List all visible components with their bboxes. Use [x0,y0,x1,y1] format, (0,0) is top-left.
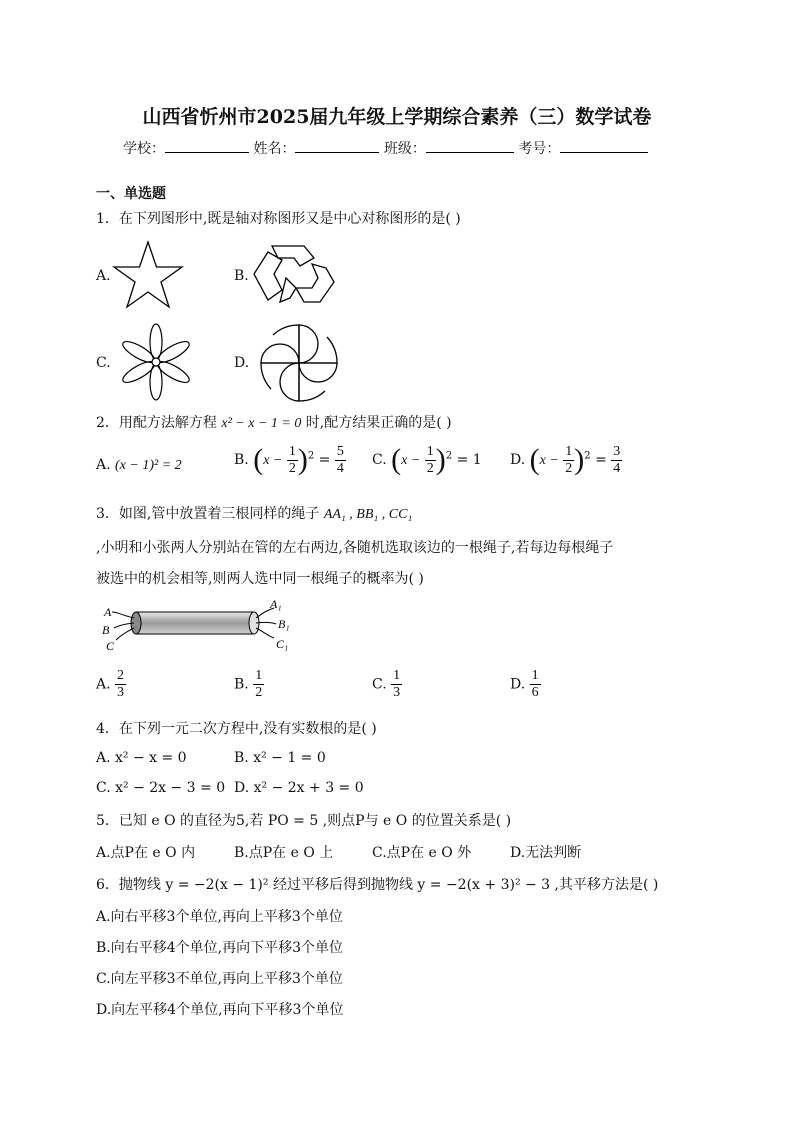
q6-option-c: C.向左平移3不单位,再向上平移3个单位 [96,971,343,987]
q3-option-b: B. $\frac{1}{2}$ [234,668,263,700]
name-label: 姓名： [253,141,296,157]
question-1-stem: 1．在下列图形中,既是轴对称图形又是中心对称图形的是( ) [96,211,461,227]
q3-option-c: C. $\frac{1}{3}$ [372,668,401,700]
section-heading: 一、单选题 [96,186,166,202]
q2-b-frac: $\frac{1}{2}$ [288,443,296,476]
q2-option-a-label: A. [96,457,111,473]
question-5-stem: 5．已知 e O 的直径为5,若 PO = 5 ,则点P与 e O 的位置关系是( ) [96,813,512,829]
q2-c-frac: $\frac{1}{2}$ [426,443,434,476]
q2-stem-prefix: 2．用配方法解方程 [96,415,217,431]
q2-option-c-label: C. [372,452,387,468]
q2-option-c: C. (x − $\frac{1}{2}$ )$^2$ = 1 [372,443,482,476]
q4-option-a: A. x² − x = 0 [96,750,187,766]
question-2-stem [96,412,452,432]
tube-diagram [98,598,298,656]
q6-option-b: B.向右平移4个单位,再向下平移3个单位 [96,940,344,956]
rope-label-b: B [102,623,110,637]
rope-label-a1: A₁ [270,597,282,611]
q3-line-2: ,小明和小张两人分别站在管的左右两边,各随机选取该边的一根绳子,若每边每根绳子 [96,540,614,556]
rope-label-c: C [106,639,115,653]
q2-option-d: D. (x − $\frac{1}{2}$ )$^2$ = $\frac{3}{4}$ [510,443,621,476]
q6-option-d: D.向左平移4个单位,再向下平移3个单位 [96,1002,344,1018]
q1-option-b-label: B. [234,268,249,284]
number-label: 考号： [518,141,561,157]
q2-option-b: B. (x − $\frac{1}{2}$ )$^2$ = $\frac{5}{4}$ [234,443,344,476]
q5-option-c: C.点P在 e O 外 [372,845,472,861]
class-blank [426,138,514,153]
page-title: 山西省忻州市2025届九年级上学期综合素养（三）数学试卷 [142,106,652,128]
recycle-hexagon-icon [250,238,338,308]
pinwheel-icon [254,322,344,404]
rope-label-a: A [104,605,112,619]
question-6-stem: 6．抛物线 y = −2(x − 1)² 经过平移后得到抛物线 y = −2(x + 3)² − 3 ,其平移方法是( ) [96,877,659,893]
q2-option-d-label: D. [510,452,526,468]
q3-option-d: D. $\frac{1}{6}$ [510,668,539,700]
school-label: 学校： [123,141,165,157]
q2-d-frac: $\frac{1}{2}$ [565,443,573,476]
student-info-line [123,138,648,158]
rope-label-b1: B₁ [278,617,290,631]
q2-stem-suffix: 时,配方结果正确的是( ) [305,415,452,431]
school-blank [165,138,249,153]
q5-option-b: B.点P在 e O 上 [234,845,334,861]
q2-d-rhs: $\frac{3}{4}$ [613,443,621,476]
q3-option-a: A. $\frac{2}{3}$ [96,668,125,700]
q2-c-rhs: = 1 [456,452,482,468]
class-label: 班级： [383,141,426,157]
rope-label-c1: C₁ [276,637,289,651]
q4-option-b: B. x² − 1 = 0 [234,750,326,766]
q3-b-frac: $\frac{1}{2}$ [255,668,263,700]
q2-option-b-label: B. [234,452,249,468]
question-4-stem: 4．在下列一元二次方程中,没有实数根的是( ) [96,721,377,737]
q2-option-a-expr: (x − 1)² = 2 [115,458,182,473]
q2-option-a [96,457,182,474]
q5-option-a: A.点P在 e O 内 [96,845,196,861]
q3-d-frac: $\frac{1}{6}$ [531,668,539,700]
q3-line-3: 被选中的机会相等,则两人选中同一根绳子的概率为( ) [96,571,424,587]
star-icon [112,240,184,310]
flower-icon [120,322,192,402]
name-blank [295,138,379,153]
q6-option-a: A.向右平移3个单位,再向上平移3个单位 [96,909,343,925]
q1-option-a-label: A. [96,268,111,284]
q4-option-c: C. x² − 2x − 3 = 0 [96,780,226,796]
question-3-stem [96,503,412,523]
q3-ropes: AA₁ , BB₁ , CC₁ [323,507,413,522]
number-blank [560,138,648,153]
q3-c-frac: $\frac{1}{3}$ [393,668,401,700]
q3-a-frac: $\frac{2}{3}$ [117,668,125,700]
q2-b-rhs: $\frac{5}{4}$ [336,443,344,476]
q3-stem-text: 3．如图,管中放置着三根同样的绳子 [96,506,320,522]
q1-option-c-label: C. [96,355,111,371]
q5-option-d: D.无法判断 [510,845,582,861]
q1-option-d-label: D. [234,355,250,371]
q2-equation: x² − x − 1 = 0 [221,416,302,431]
q4-option-d: D. x² − 2x + 3 = 0 [234,780,364,796]
